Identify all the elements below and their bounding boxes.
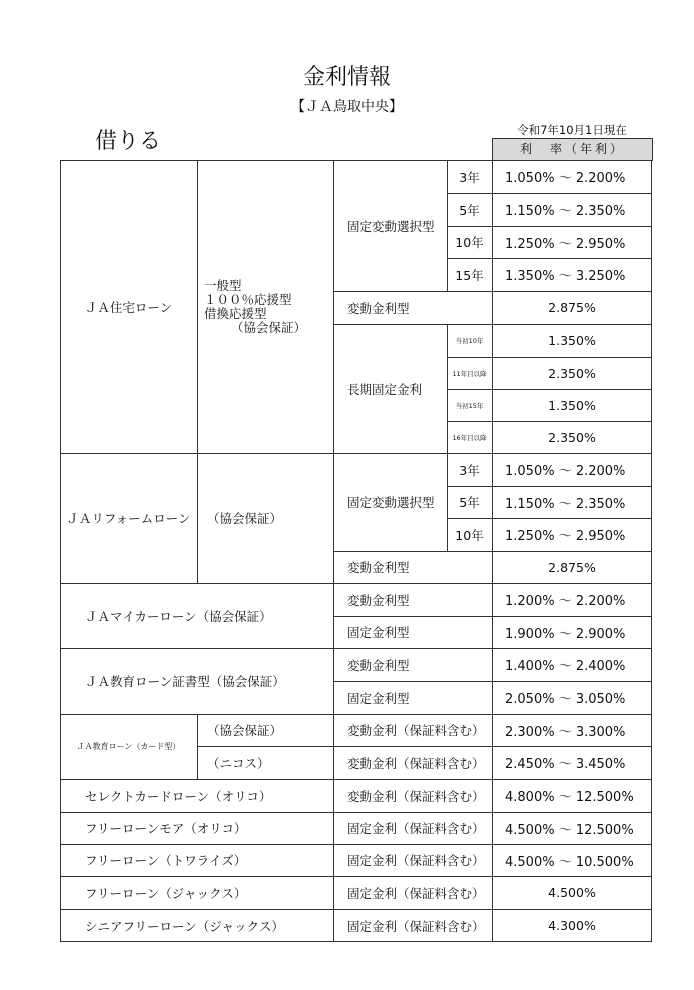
row-divider: [447, 486, 652, 487]
row-divider: [60, 812, 652, 813]
row-divider: [197, 746, 652, 747]
row-divider: [333, 324, 652, 325]
other-loan-rate: 4.800% ～ 12.500%: [505, 790, 634, 805]
long-fixed-rate-cell: 1.350%: [548, 333, 596, 348]
mycar-rate-cell: 1.200% ～ 2.200%: [505, 594, 626, 609]
other-loan-rate: 4.500% ～ 12.500%: [505, 822, 634, 838]
education-card-rate-cell: 2.450% ～ 3.450%: [505, 757, 626, 772]
mycar-loan-name: ＪＡマイカーローン（協会保証）: [85, 608, 272, 624]
housing-fixed-select-label: 固定変動選択型: [347, 218, 435, 234]
long-fixed-rate-cell: 2.350%: [548, 365, 596, 381]
education-card-guarantor: （ニコス）: [207, 755, 270, 771]
housing-long-fixed-label: 長期固定金利: [347, 381, 423, 397]
housing-variable-label: 変動金利型: [347, 300, 410, 316]
row-divider: [60, 648, 652, 649]
other-loan-name: フリーローンモア（オリコ）: [85, 821, 247, 836]
long-fixed-term-cell: 当初10年: [455, 337, 484, 345]
row-divider: [60, 876, 652, 877]
other-loan-name: フリーローン（トワライズ）: [85, 853, 247, 868]
other-loan-type: 固定金利（保証料含む）: [347, 853, 485, 868]
housing-rate-cell: 1.050% ～ 2.200%: [505, 171, 626, 186]
table-border: [60, 160, 61, 942]
reform-term-cell: 5年: [459, 495, 480, 510]
housing-type-refinance: 借換応援型: [204, 305, 267, 321]
reform-loan-name: ＪＡリフォームローン: [66, 511, 191, 526]
page-subtitle: 【ＪＡ鳥取中央】: [291, 99, 403, 115]
row-divider: [60, 909, 652, 910]
long-fixed-term-cell: 16年目以降: [452, 433, 487, 442]
reform-rate-cell: 1.050% ～ 2.200%: [505, 464, 626, 479]
other-loan-type: 固定金利（保証料含む）: [347, 918, 485, 934]
reform-rate-cell: 1.150% ～ 2.350%: [505, 496, 626, 512]
row-divider: [60, 714, 652, 715]
education-card-type-cell: 変動金利（保証料含む）: [347, 723, 485, 738]
housing-rate-cell: 1.350% ～ 3.250%: [505, 269, 626, 284]
housing-type-100: １００％応援型: [204, 291, 292, 307]
reform-variable-label: 変動金利型: [347, 560, 410, 575]
other-loan-name: フリーローン（ジャックス）: [85, 885, 247, 901]
long-fixed-rate-cell: 2.350%: [548, 429, 596, 445]
rate-column-header: 利 率（年利）: [492, 138, 653, 161]
row-divider: [60, 844, 652, 845]
education-cert-rate-cell: 2.050% ～ 3.050%: [505, 692, 626, 707]
other-loan-rate: 4.500%: [548, 885, 596, 900]
table-divider: [197, 160, 198, 583]
row-divider: [447, 389, 652, 390]
section-heading: 借りる: [95, 129, 162, 154]
row-divider: [447, 518, 652, 519]
housing-guarantee: （協会保証）: [230, 319, 306, 335]
table-border: [60, 160, 652, 161]
housing-loan-types: [197, 160, 333, 453]
reform-variable-rate: 2.875%: [548, 559, 596, 575]
reform-guarantee: （協会保証）: [207, 511, 283, 526]
row-divider: [447, 258, 652, 259]
education-card-rate-cell: 2.300% ～ 3.300%: [505, 724, 626, 740]
housing-term-cell: 5年: [459, 202, 480, 218]
row-divider: [447, 193, 652, 194]
education-cert-type-cell: 変動金利型: [347, 657, 410, 673]
reform-rate-cell: 1.250% ～ 2.950%: [505, 529, 626, 544]
row-divider: [447, 357, 652, 358]
row-divider: [60, 583, 652, 584]
other-loan-type: 固定金利（保証料含む）: [347, 821, 485, 836]
reform-term-cell: 3年: [459, 462, 480, 478]
table-border: [60, 941, 652, 942]
education-cert-type-cell: 固定金利型: [347, 690, 410, 706]
row-divider: [447, 421, 652, 422]
other-loan-type: 変動金利（保証料含む）: [347, 788, 485, 804]
housing-rate-cell: 1.150% ～ 2.350%: [505, 204, 626, 219]
housing-term-cell: 10年: [455, 235, 484, 250]
other-loan-name: シニアフリーローン（ジャックス）: [85, 918, 284, 934]
table-divider: [447, 453, 448, 551]
reform-term-cell: 10年: [455, 527, 484, 543]
row-divider: [333, 616, 652, 617]
housing-rate-cell: 1.250% ～ 2.950%: [505, 236, 626, 252]
other-loan-rate: 4.300%: [548, 918, 596, 933]
education-card-loan-name: ＪＡ教育ローン（カード型）: [76, 742, 181, 751]
long-fixed-rate-cell: 1.350%: [548, 397, 596, 413]
row-divider: [333, 681, 652, 682]
housing-variable-rate: 2.875%: [548, 300, 596, 315]
mycar-type-cell: 変動金利型: [347, 592, 410, 608]
page-title: 金利情報: [302, 65, 391, 90]
other-loan-rate: 4.500% ～ 10.500%: [505, 854, 634, 870]
education-card-type-cell: 変動金利（保証料含む）: [347, 755, 485, 771]
mycar-rate-cell: 1.900% ～ 2.900%: [505, 626, 626, 642]
other-loan-type: 固定金利（保証料含む）: [347, 885, 485, 901]
long-fixed-term-cell: 11年目以降: [452, 369, 487, 378]
long-fixed-term-cell: 当初15年: [455, 401, 484, 410]
mycar-type-cell: 固定金利型: [347, 625, 410, 640]
housing-loan-name: ＪＡ住宅ローン: [84, 299, 173, 315]
row-divider: [333, 291, 652, 292]
education-cert-loan-name: ＪＡ教育ローン証書型（協会保証）: [85, 674, 285, 689]
reform-fixed-select-label: 固定変動選択型: [347, 495, 435, 510]
housing-term-cell: 3年: [459, 169, 480, 185]
row-divider: [60, 453, 652, 454]
education-cert-rate-cell: 1.400% ～ 2.400%: [505, 659, 626, 674]
row-divider: [447, 226, 652, 227]
as-of-date: 令和7年10月1日現在: [517, 123, 627, 137]
row-divider: [333, 551, 652, 552]
housing-term-cell: 15年: [455, 267, 484, 283]
housing-type-general: 一般型: [204, 277, 242, 293]
other-loan-name: セレクトカードローン（オリコ）: [85, 788, 272, 804]
education-card-guarantor: （協会保証）: [207, 723, 283, 738]
row-divider: [60, 779, 652, 780]
